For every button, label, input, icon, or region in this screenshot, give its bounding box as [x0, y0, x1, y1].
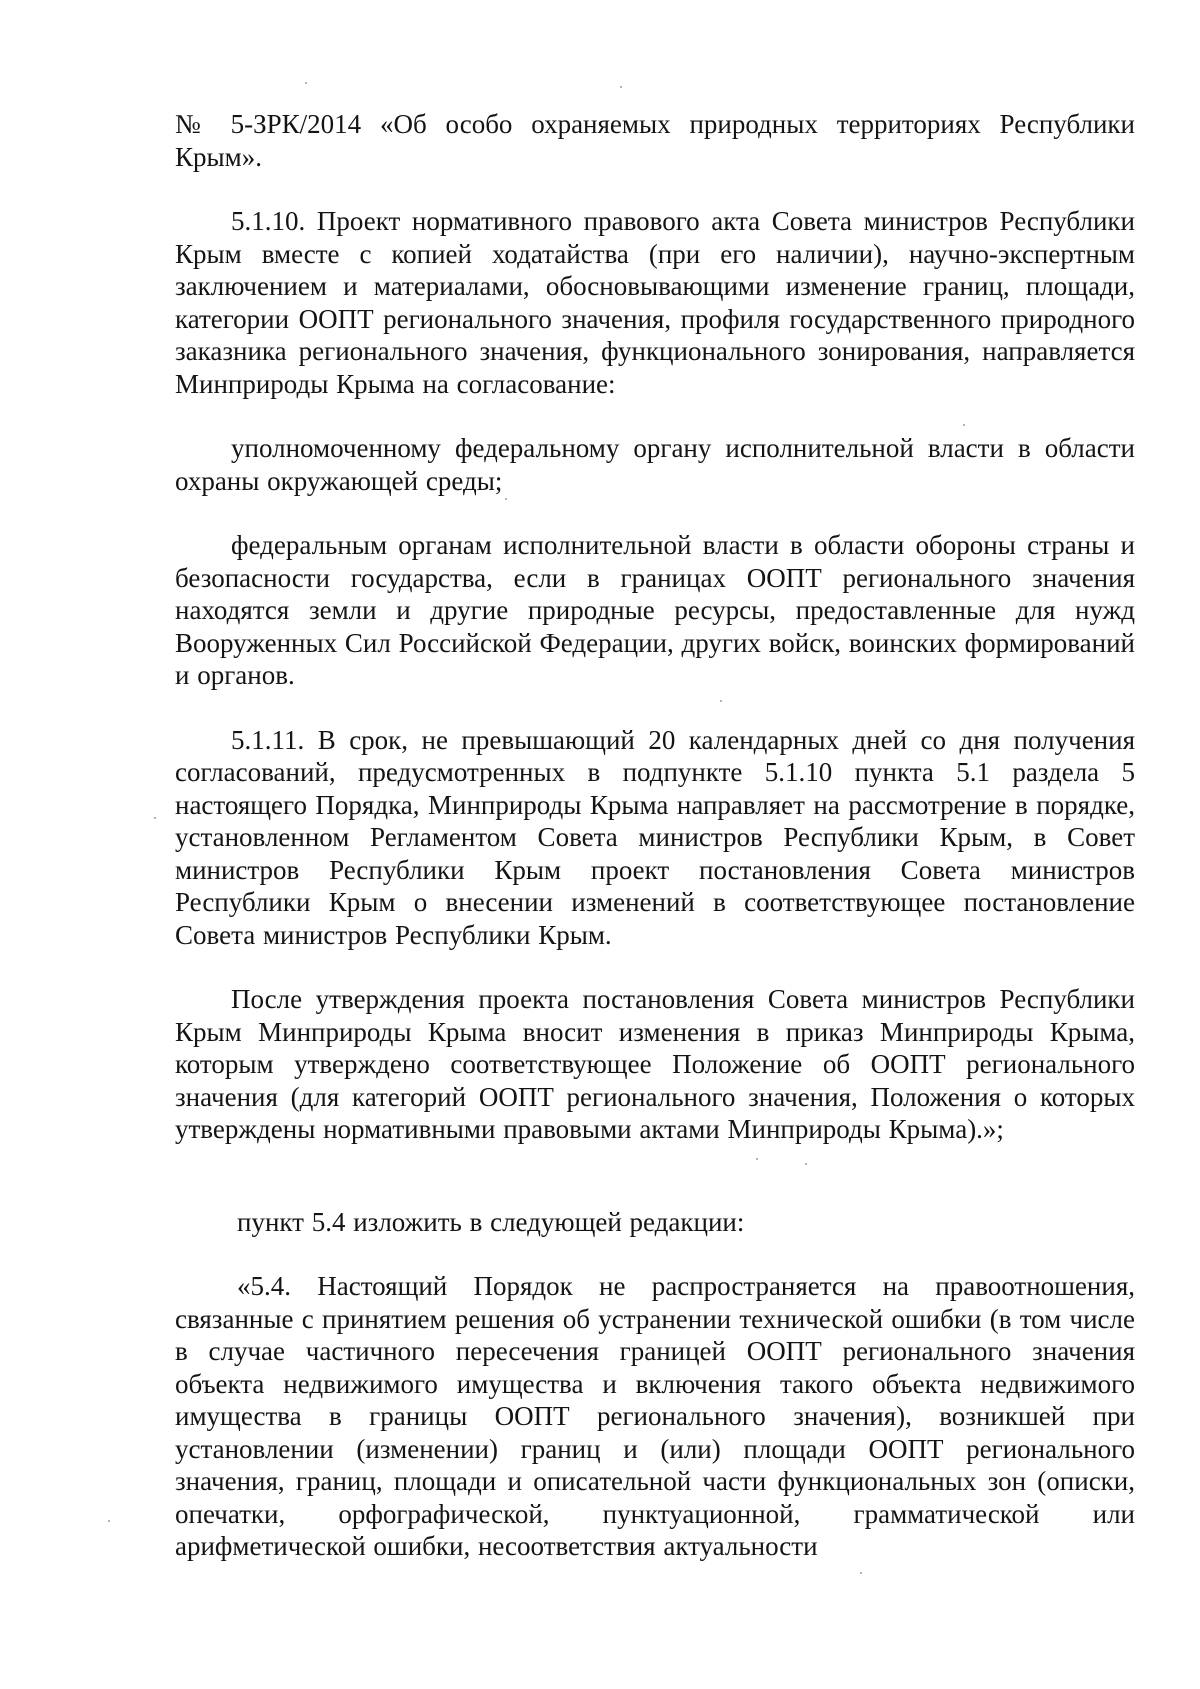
scan-speck: [963, 424, 965, 426]
paragraph-law-reference: № 5-ЗРК/2014 «Об особо охраняемых природных территориях Республики Крым».: [175, 109, 1135, 172]
scan-speck: [154, 817, 156, 819]
scan-speck: [305, 82, 307, 84]
scan-speck: [860, 1572, 862, 1574]
paragraph-5-1-10: 5.1.10. Проект нормативного правового акта Совета министров Республики Крым вместе с копией ходатайства (при его наличии), научно-экспертным заключением и материалами, обосновывающими изменение границ, площади, категории ООПТ регионального значения, профиля государственного природного заказника регионального значения, функционального зонирования, направляется Минприроды Крыма на согласование:: [175, 206, 1135, 399]
scan-speck: [756, 1158, 758, 1160]
document-body: [175, 108, 1135, 1563]
scan-speck: [505, 498, 507, 500]
paragraph-after-approval: После утверждения проекта постановления Совета министров Республики Крым Минприроды Крыма вносит изменения в приказ Минприроды Крыма, которым утверждено соответствующее Положение об ООПТ регионального значения (для категорий ООПТ регионального значения, Положения о которых утверждены нормативными правовыми актами Минприроды Крыма).»;: [175, 984, 1135, 1144]
paragraph-5-4: «5.4. Настоящий Порядок не распространяется на правоотношения, связанные с принятием решения об устранении технической ошибки (в том числе в случае частичного пересечения границей ООПТ регионального значения объекта недвижимого имущества и включения такого объекта недвижимого имущества в границы ООПТ регионального значения), возникшей при установлении (изменении) границ и (или) площади ООПТ регионального значения, границ, площади и описательной части функциональных зон (описки, опечатки, орфографической, пунктуационной, грамматической или арифметической ошибки, несоответствия актуальности: [175, 1271, 1135, 1561]
scan-speck: [805, 1163, 807, 1165]
paragraph-5-1-11: 5.1.11. В срок, не превышающий 20 календарных дней со дня получения согласований, предусмотренных в подпункте 5.1.10 пункта 5.1 раздела 5 настоящего Порядка, Минприроды Крыма направляет на рассмотрение в порядке, установленном Регламентом Совета министров Республики Крым, в Совет министров Республики Крым проект постановления Совета министров Республики Крым о внесении изменений в соответствующее постановление Совета министров Республики Крым.: [175, 724, 1135, 950]
scan-speck: [720, 700, 722, 702]
paragraph-federal-organ-environment: уполномоченному федеральному органу исполнительной власти в области охраны окружающей среды;: [175, 433, 1135, 496]
paragraph-federal-organs-defense: федеральным органам исполнительной власти в области обороны страны и безопасности государства, если в границах ООПТ регионального значения находятся земли и другие природные ресурсы, предоставленные для нужд Вооруженных Сил Российской Федерации, других войск, воинских формирований и органов.: [175, 530, 1135, 690]
paragraph-point-5-4-intro: пункт 5.4 изложить в следующей редакции:: [237, 1206, 745, 1237]
scan-speck: [108, 1520, 110, 1522]
scan-speck: [620, 86, 622, 88]
